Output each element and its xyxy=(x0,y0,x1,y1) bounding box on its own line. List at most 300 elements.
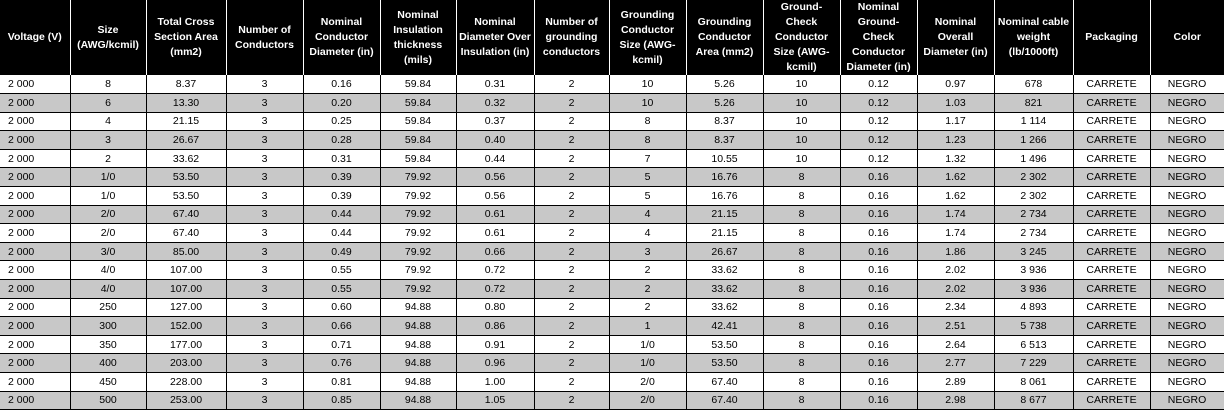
table-row xyxy=(0,317,1224,336)
table-cell: 2 000 xyxy=(0,224,70,243)
table-cell: 1 496 xyxy=(994,149,1073,168)
table-cell: 10 xyxy=(763,131,840,150)
table-cell: 59.84 xyxy=(380,94,456,113)
table-cell: 10 xyxy=(763,149,840,168)
table-cell: 10.55 xyxy=(686,149,763,168)
table-cell: 79.92 xyxy=(380,224,456,243)
table-cell: 1.05 xyxy=(456,391,534,410)
table-cell: 2 xyxy=(534,298,609,317)
table-cell: 3 xyxy=(226,149,303,168)
table-cell: 79.92 xyxy=(380,242,456,261)
table-cell: 0.61 xyxy=(456,224,534,243)
table-cell: 7 229 xyxy=(994,354,1073,373)
table-cell: 1.74 xyxy=(917,224,994,243)
table-cell: 0.16 xyxy=(840,242,917,261)
table-cell: 2 xyxy=(534,261,609,280)
table-cell: 2 000 xyxy=(0,261,70,280)
table-cell: CARRETE xyxy=(1073,298,1150,317)
table-header xyxy=(0,0,1224,75)
table-cell: 0.81 xyxy=(303,373,380,392)
table-cell: 67.40 xyxy=(146,224,226,243)
table-cell: 2 xyxy=(609,261,686,280)
table-cell: 2 000 xyxy=(0,131,70,150)
table-cell: NEGRO xyxy=(1150,112,1224,131)
table-cell: 203.00 xyxy=(146,354,226,373)
table-cell: 67.40 xyxy=(686,373,763,392)
table-cell: 2 xyxy=(534,168,609,187)
table-cell: 3/0 xyxy=(70,242,146,261)
table-cell: 2 xyxy=(534,280,609,299)
table-cell: 1.62 xyxy=(917,168,994,187)
table-cell: NEGRO xyxy=(1150,168,1224,187)
table-cell: NEGRO xyxy=(1150,261,1224,280)
table-cell: 8 061 xyxy=(994,373,1073,392)
table-cell: 3 xyxy=(70,131,146,150)
table-cell: 1/0 xyxy=(609,335,686,354)
table-cell: 8.37 xyxy=(686,131,763,150)
table-cell: 8 xyxy=(763,224,840,243)
table-row xyxy=(0,354,1224,373)
table-cell: 2 xyxy=(534,112,609,131)
table-cell: CARRETE xyxy=(1073,391,1150,410)
table-cell: CARRETE xyxy=(1073,94,1150,113)
table-cell: 79.92 xyxy=(380,187,456,206)
table-cell: 2.89 xyxy=(917,373,994,392)
table-cell: 0.97 xyxy=(917,75,994,94)
table-cell: CARRETE xyxy=(1073,261,1150,280)
table-cell: CARRETE xyxy=(1073,242,1150,261)
table-cell: NEGRO xyxy=(1150,205,1224,224)
table-cell: 0.66 xyxy=(303,317,380,336)
table-cell: 0.44 xyxy=(456,149,534,168)
table-cell: 1.17 xyxy=(917,112,994,131)
table-cell: 2 302 xyxy=(994,168,1073,187)
table-cell: 4 893 xyxy=(994,298,1073,317)
table-cell: 94.88 xyxy=(380,298,456,317)
table-cell: 4/0 xyxy=(70,280,146,299)
table-cell: NEGRO xyxy=(1150,354,1224,373)
table-cell: 2.02 xyxy=(917,280,994,299)
table-cell: 0.16 xyxy=(840,205,917,224)
table-cell: 500 xyxy=(70,391,146,410)
table-cell: 21.15 xyxy=(146,112,226,131)
table-cell: 33.62 xyxy=(686,280,763,299)
table-cell: 0.44 xyxy=(303,205,380,224)
table-cell: CARRETE xyxy=(1073,168,1150,187)
table-cell: 2 xyxy=(534,224,609,243)
table-cell: 33.62 xyxy=(686,298,763,317)
table-cell: 228.00 xyxy=(146,373,226,392)
table-cell: 3 xyxy=(226,205,303,224)
table-row xyxy=(0,224,1224,243)
table-cell: 1/0 xyxy=(609,354,686,373)
table-cell: 0.72 xyxy=(456,261,534,280)
table-cell: 2 xyxy=(534,94,609,113)
column-header: Nominal Insulation thickness (mils) xyxy=(380,0,456,75)
table-cell: 2/0 xyxy=(70,224,146,243)
table-cell: 7 xyxy=(609,149,686,168)
column-header: Grounding Conductor Area (mm2) xyxy=(686,0,763,75)
table-cell: 0.16 xyxy=(840,298,917,317)
table-cell: NEGRO xyxy=(1150,335,1224,354)
table-cell: 4/0 xyxy=(70,261,146,280)
table-cell: 0.32 xyxy=(456,94,534,113)
table-cell: 0.71 xyxy=(303,335,380,354)
table-row xyxy=(0,335,1224,354)
table-cell: 13.30 xyxy=(146,94,226,113)
table-cell: 3 xyxy=(609,242,686,261)
table-cell: 8 xyxy=(609,112,686,131)
table-cell: 8 xyxy=(763,317,840,336)
table-cell: 1 xyxy=(609,317,686,336)
table-cell: 3 xyxy=(226,373,303,392)
table-cell: 107.00 xyxy=(146,280,226,299)
table-row xyxy=(0,149,1224,168)
table-cell: 0.16 xyxy=(840,373,917,392)
table-cell: 3 xyxy=(226,280,303,299)
table-cell: 53.50 xyxy=(686,354,763,373)
table-cell: 0.49 xyxy=(303,242,380,261)
table-cell: 2 000 xyxy=(0,75,70,94)
table-cell: 2.02 xyxy=(917,261,994,280)
table-cell: 6 xyxy=(70,94,146,113)
table-cell: 0.85 xyxy=(303,391,380,410)
column-header: Total Cross Section Area (mm2) xyxy=(146,0,226,75)
table-cell: 0.16 xyxy=(840,391,917,410)
table-cell: 3 xyxy=(226,94,303,113)
table-cell: 0.91 xyxy=(456,335,534,354)
table-cell: 53.50 xyxy=(686,335,763,354)
table-cell: CARRETE xyxy=(1073,131,1150,150)
table-cell: 5 xyxy=(609,187,686,206)
table-row xyxy=(0,298,1224,317)
table-cell: 8 xyxy=(763,280,840,299)
table-cell: 10 xyxy=(609,75,686,94)
table-cell: 2 xyxy=(534,75,609,94)
table-cell: 2 000 xyxy=(0,373,70,392)
table-cell: 1.03 xyxy=(917,94,994,113)
table-cell: 0.31 xyxy=(456,75,534,94)
table-cell: 59.84 xyxy=(380,75,456,94)
table-cell: 10 xyxy=(609,94,686,113)
table-cell: 2 302 xyxy=(994,187,1073,206)
table-cell: 0.37 xyxy=(456,112,534,131)
table-cell: 79.92 xyxy=(380,280,456,299)
table-cell: 0.16 xyxy=(840,187,917,206)
table-cell: 2 xyxy=(534,391,609,410)
table-cell: 253.00 xyxy=(146,391,226,410)
table-cell: 2 734 xyxy=(994,224,1073,243)
table-row xyxy=(0,75,1224,94)
table-cell: 21.15 xyxy=(686,224,763,243)
table-cell: 8 xyxy=(763,168,840,187)
table-cell: 2 xyxy=(534,335,609,354)
table-cell: 0.31 xyxy=(303,149,380,168)
table-cell: 2 xyxy=(534,149,609,168)
table-cell: 1.74 xyxy=(917,205,994,224)
table-cell: 450 xyxy=(70,373,146,392)
table-cell: 107.00 xyxy=(146,261,226,280)
table-cell: 2 xyxy=(609,298,686,317)
table-cell: 3 xyxy=(226,317,303,336)
column-header: Nominal Diameter Over Insulation (in) xyxy=(456,0,534,75)
table-cell: 5 738 xyxy=(994,317,1073,336)
table-cell: 678 xyxy=(994,75,1073,94)
table-cell: 0.61 xyxy=(456,205,534,224)
column-header: Ground-Check Conductor Size (AWG-kcmil) xyxy=(763,0,840,75)
table-cell: 3 xyxy=(226,335,303,354)
table-cell: 8 xyxy=(70,75,146,94)
table-row xyxy=(0,391,1224,410)
column-header: Nominal Overall Diameter (in) xyxy=(917,0,994,75)
table-cell: 2 000 xyxy=(0,317,70,336)
column-header: Color xyxy=(1150,0,1224,75)
table-cell: 0.56 xyxy=(456,168,534,187)
table-cell: 79.92 xyxy=(380,261,456,280)
table-cell: 3 xyxy=(226,242,303,261)
table-cell: 1/0 xyxy=(70,187,146,206)
table-cell: 53.50 xyxy=(146,168,226,187)
table-cell: 0.16 xyxy=(840,261,917,280)
table-cell: 2.77 xyxy=(917,354,994,373)
column-header: Size (AWG/kcmil) xyxy=(70,0,146,75)
table-cell: 16.76 xyxy=(686,187,763,206)
table-cell: 1 114 xyxy=(994,112,1073,131)
table-cell: 2 000 xyxy=(0,168,70,187)
table-cell: 152.00 xyxy=(146,317,226,336)
table-cell: 8 677 xyxy=(994,391,1073,410)
table-cell: 94.88 xyxy=(380,317,456,336)
table-cell: 0.12 xyxy=(840,94,917,113)
table-cell: 8.37 xyxy=(146,75,226,94)
table-cell: 10 xyxy=(763,112,840,131)
table-cell: 8 xyxy=(763,335,840,354)
table-cell: 5.26 xyxy=(686,75,763,94)
table-cell: 3 xyxy=(226,168,303,187)
table-cell: NEGRO xyxy=(1150,224,1224,243)
table-cell: 0.56 xyxy=(456,187,534,206)
table-cell: 2 000 xyxy=(0,94,70,113)
table-cell: 350 xyxy=(70,335,146,354)
table-cell: 3 245 xyxy=(994,242,1073,261)
table-row xyxy=(0,168,1224,187)
table-cell: 2 xyxy=(70,149,146,168)
table-cell: 2 000 xyxy=(0,335,70,354)
table-cell: 3 xyxy=(226,224,303,243)
table-cell: 300 xyxy=(70,317,146,336)
table-cell: 127.00 xyxy=(146,298,226,317)
table-cell: 2 xyxy=(534,131,609,150)
table-cell: 0.28 xyxy=(303,131,380,150)
column-header: Voltage (V) xyxy=(0,0,70,75)
table-cell: 94.88 xyxy=(380,391,456,410)
table-cell: 2 000 xyxy=(0,149,70,168)
table-cell: 0.16 xyxy=(303,75,380,94)
table-cell: 3 xyxy=(226,354,303,373)
header-row xyxy=(0,0,1224,75)
table-cell: 8 xyxy=(609,131,686,150)
table-cell: 85.00 xyxy=(146,242,226,261)
table-cell: 3 xyxy=(226,112,303,131)
table-cell: CARRETE xyxy=(1073,75,1150,94)
table-cell: 0.55 xyxy=(303,261,380,280)
column-header: Number of Conductors xyxy=(226,0,303,75)
table-cell: 1.23 xyxy=(917,131,994,150)
table-cell: 0.25 xyxy=(303,112,380,131)
table-cell: 94.88 xyxy=(380,335,456,354)
table-cell: 0.60 xyxy=(303,298,380,317)
table-cell: CARRETE xyxy=(1073,373,1150,392)
table-cell: NEGRO xyxy=(1150,391,1224,410)
table-cell: 0.55 xyxy=(303,280,380,299)
column-header: Nominal Ground-Check Conductor Diameter (in) xyxy=(840,0,917,75)
table-cell: 821 xyxy=(994,94,1073,113)
table-cell: 2 xyxy=(534,317,609,336)
table-row xyxy=(0,242,1224,261)
table-cell: 53.50 xyxy=(146,187,226,206)
table-cell: 0.80 xyxy=(456,298,534,317)
table-cell: 0.72 xyxy=(456,280,534,299)
table-cell: 5 xyxy=(609,168,686,187)
table-cell: 2 000 xyxy=(0,298,70,317)
table-cell: CARRETE xyxy=(1073,205,1150,224)
table-cell: 2 000 xyxy=(0,354,70,373)
table-cell: CARRETE xyxy=(1073,149,1150,168)
table-cell: 1 266 xyxy=(994,131,1073,150)
table-cell: 8 xyxy=(763,261,840,280)
table-cell: 0.86 xyxy=(456,317,534,336)
table-cell: 3 936 xyxy=(994,280,1073,299)
table-cell: 0.96 xyxy=(456,354,534,373)
table-cell: 59.84 xyxy=(380,149,456,168)
table-row xyxy=(0,280,1224,299)
table-cell: 4 xyxy=(609,224,686,243)
table-cell: 2 000 xyxy=(0,112,70,131)
table-cell: 1.32 xyxy=(917,149,994,168)
table-cell: 2/0 xyxy=(609,373,686,392)
column-header: Nominal cable weight (lb/1000ft) xyxy=(994,0,1073,75)
table-cell: 0.12 xyxy=(840,131,917,150)
table-cell: 3 xyxy=(226,261,303,280)
table-cell: 0.39 xyxy=(303,168,380,187)
table-cell: 2 xyxy=(534,205,609,224)
table-cell: NEGRO xyxy=(1150,149,1224,168)
table-cell: CARRETE xyxy=(1073,224,1150,243)
table-cell: 3 xyxy=(226,298,303,317)
column-header: Grounding Conductor Size (AWG-kcmil) xyxy=(609,0,686,75)
table-cell: 1.86 xyxy=(917,242,994,261)
table-cell: 400 xyxy=(70,354,146,373)
table-cell: 16.76 xyxy=(686,168,763,187)
table-cell: 2.34 xyxy=(917,298,994,317)
table-cell: 0.16 xyxy=(840,335,917,354)
table-row xyxy=(0,187,1224,206)
column-header: Packaging xyxy=(1073,0,1150,75)
table-cell: 2 xyxy=(534,373,609,392)
table-cell: 2 xyxy=(534,242,609,261)
table-cell: 2/0 xyxy=(609,391,686,410)
table-cell: 8 xyxy=(763,373,840,392)
table-cell: NEGRO xyxy=(1150,242,1224,261)
table-cell: 59.84 xyxy=(380,131,456,150)
table-cell: 3 936 xyxy=(994,261,1073,280)
table-cell: CARRETE xyxy=(1073,335,1150,354)
table-cell: CARRETE xyxy=(1073,187,1150,206)
table-cell: 2 000 xyxy=(0,391,70,410)
table-cell: 0.16 xyxy=(840,224,917,243)
table-cell: 0.76 xyxy=(303,354,380,373)
table-cell: 0.16 xyxy=(840,354,917,373)
table-cell: NEGRO xyxy=(1150,75,1224,94)
table-cell: 0.16 xyxy=(840,168,917,187)
table-cell: 2 000 xyxy=(0,205,70,224)
table-cell: 2 xyxy=(609,280,686,299)
table-row xyxy=(0,261,1224,280)
table-row xyxy=(0,112,1224,131)
table-cell: 2.98 xyxy=(917,391,994,410)
table-cell: 250 xyxy=(70,298,146,317)
table-cell: 1/0 xyxy=(70,168,146,187)
table-cell: 2 xyxy=(534,354,609,373)
table-cell: 6 513 xyxy=(994,335,1073,354)
table-cell: 2 000 xyxy=(0,242,70,261)
table-cell: CARRETE xyxy=(1073,317,1150,336)
table-cell: 8 xyxy=(763,205,840,224)
table-cell: 8.37 xyxy=(686,112,763,131)
table-cell: 5.26 xyxy=(686,94,763,113)
table-cell: 0.16 xyxy=(840,317,917,336)
table-cell: NEGRO xyxy=(1150,280,1224,299)
table-cell: 59.84 xyxy=(380,112,456,131)
table-row xyxy=(0,205,1224,224)
table-cell: 3 xyxy=(226,131,303,150)
table-cell: CARRETE xyxy=(1073,354,1150,373)
table-row xyxy=(0,94,1224,113)
table-cell: 0.39 xyxy=(303,187,380,206)
table-cell: 33.62 xyxy=(146,149,226,168)
table-cell: 21.15 xyxy=(686,205,763,224)
table-row xyxy=(0,373,1224,392)
table-cell: 10 xyxy=(763,75,840,94)
table-cell: 2 000 xyxy=(0,280,70,299)
table-row xyxy=(0,131,1224,150)
table-cell: 0.20 xyxy=(303,94,380,113)
table-cell: 8 xyxy=(763,298,840,317)
table-cell: 8 xyxy=(763,187,840,206)
table-cell: 1.62 xyxy=(917,187,994,206)
table-cell: 94.88 xyxy=(380,354,456,373)
table-cell: NEGRO xyxy=(1150,373,1224,392)
table-body xyxy=(0,75,1224,410)
table-cell: NEGRO xyxy=(1150,317,1224,336)
table-cell: 0.12 xyxy=(840,149,917,168)
table-cell: 94.88 xyxy=(380,373,456,392)
table-cell: 4 xyxy=(609,205,686,224)
table-cell: 2/0 xyxy=(70,205,146,224)
table-cell: 2.51 xyxy=(917,317,994,336)
column-header: Nominal Conductor Diameter (in) xyxy=(303,0,380,75)
table-cell: 0.12 xyxy=(840,75,917,94)
table-cell: CARRETE xyxy=(1073,280,1150,299)
table-cell: 26.67 xyxy=(146,131,226,150)
table-cell: 67.40 xyxy=(686,391,763,410)
table-cell: 67.40 xyxy=(146,205,226,224)
table-cell: 4 xyxy=(70,112,146,131)
table-cell: NEGRO xyxy=(1150,187,1224,206)
table-cell: 0.16 xyxy=(840,280,917,299)
table-cell: 2 000 xyxy=(0,187,70,206)
table-cell: 2 xyxy=(534,187,609,206)
